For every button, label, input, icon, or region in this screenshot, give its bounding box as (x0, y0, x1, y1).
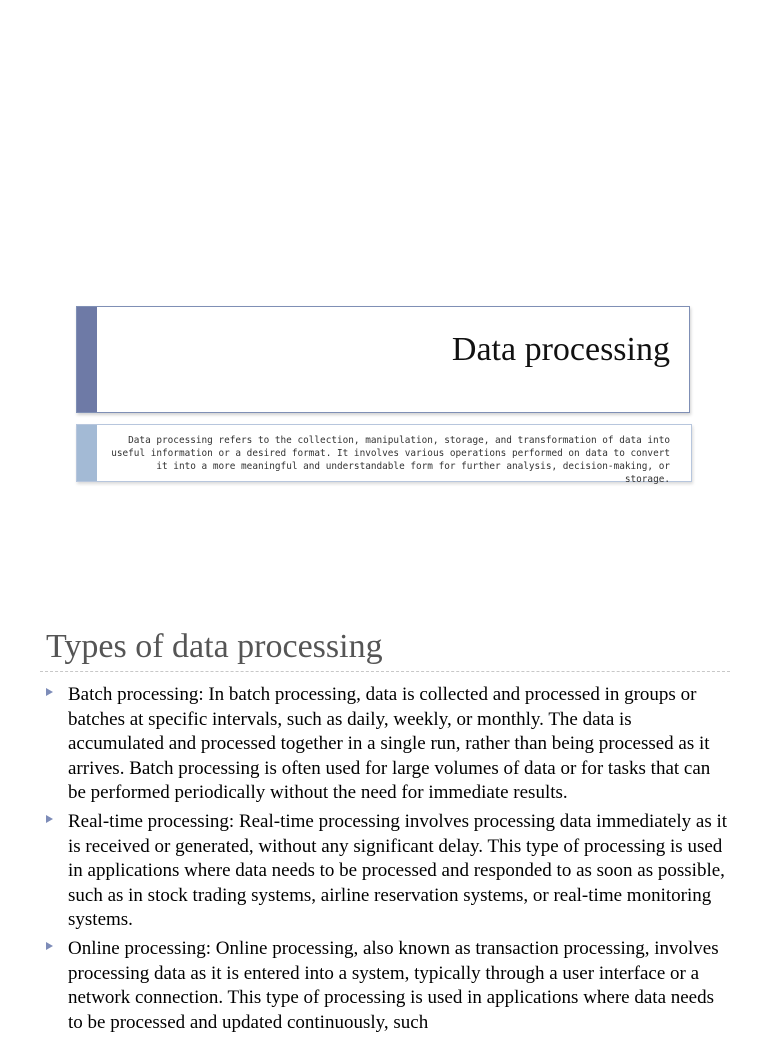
slide-subtitle: Data processing refers to the collection, manipulation, storage, and transformation of data into useful information or a desired format. It involves various operations performed on data to convert it into a more meaningful and understandable form for further analysis, decision-making, or storage. (111, 435, 670, 485)
list-item (40, 683, 730, 806)
list-item (40, 810, 730, 933)
slide-title: Data processing (451, 331, 670, 368)
heading-divider (40, 671, 730, 672)
list-item (40, 937, 730, 1035)
section-heading: Types of data processing (46, 628, 383, 665)
bullet-text: Batch processing: In batch processing, data is collected and processed in groups or batches at specific intervals, such as daily, weekly, or monthly. The data is accumulated and processed together in a single run, rather than being processed as it arrives. Batch processing is often used for large volumes of data or for tasks that can be performed periodically without the need for immediate results. (68, 684, 711, 804)
bullet-text: Online processing: Online processing, also known as transaction processing, involves processing data as it is entered into a system, typically through a user interface or a network connection. This type of processing is used in applications where data needs to be processed and updated continuously, such (68, 937, 719, 1033)
title-box (76, 306, 690, 413)
triangle-bullet-icon (46, 942, 53, 950)
bullet-list (40, 683, 730, 1039)
subtitle-box (76, 424, 692, 485)
subtitle-accent-bar (77, 425, 97, 481)
triangle-bullet-icon (46, 815, 53, 823)
title-accent-bar (77, 307, 97, 412)
bullet-text: Real-time processing: Real-time processing involves processing data immediately as it is received or generated, without any significant delay. This type of processing is used in applications where data needs to be processed and responded to as soon as possible, such as in stock trading systems, airline reservation systems, or real-time monitoring systems. (68, 810, 728, 931)
triangle-bullet-icon (46, 688, 53, 696)
